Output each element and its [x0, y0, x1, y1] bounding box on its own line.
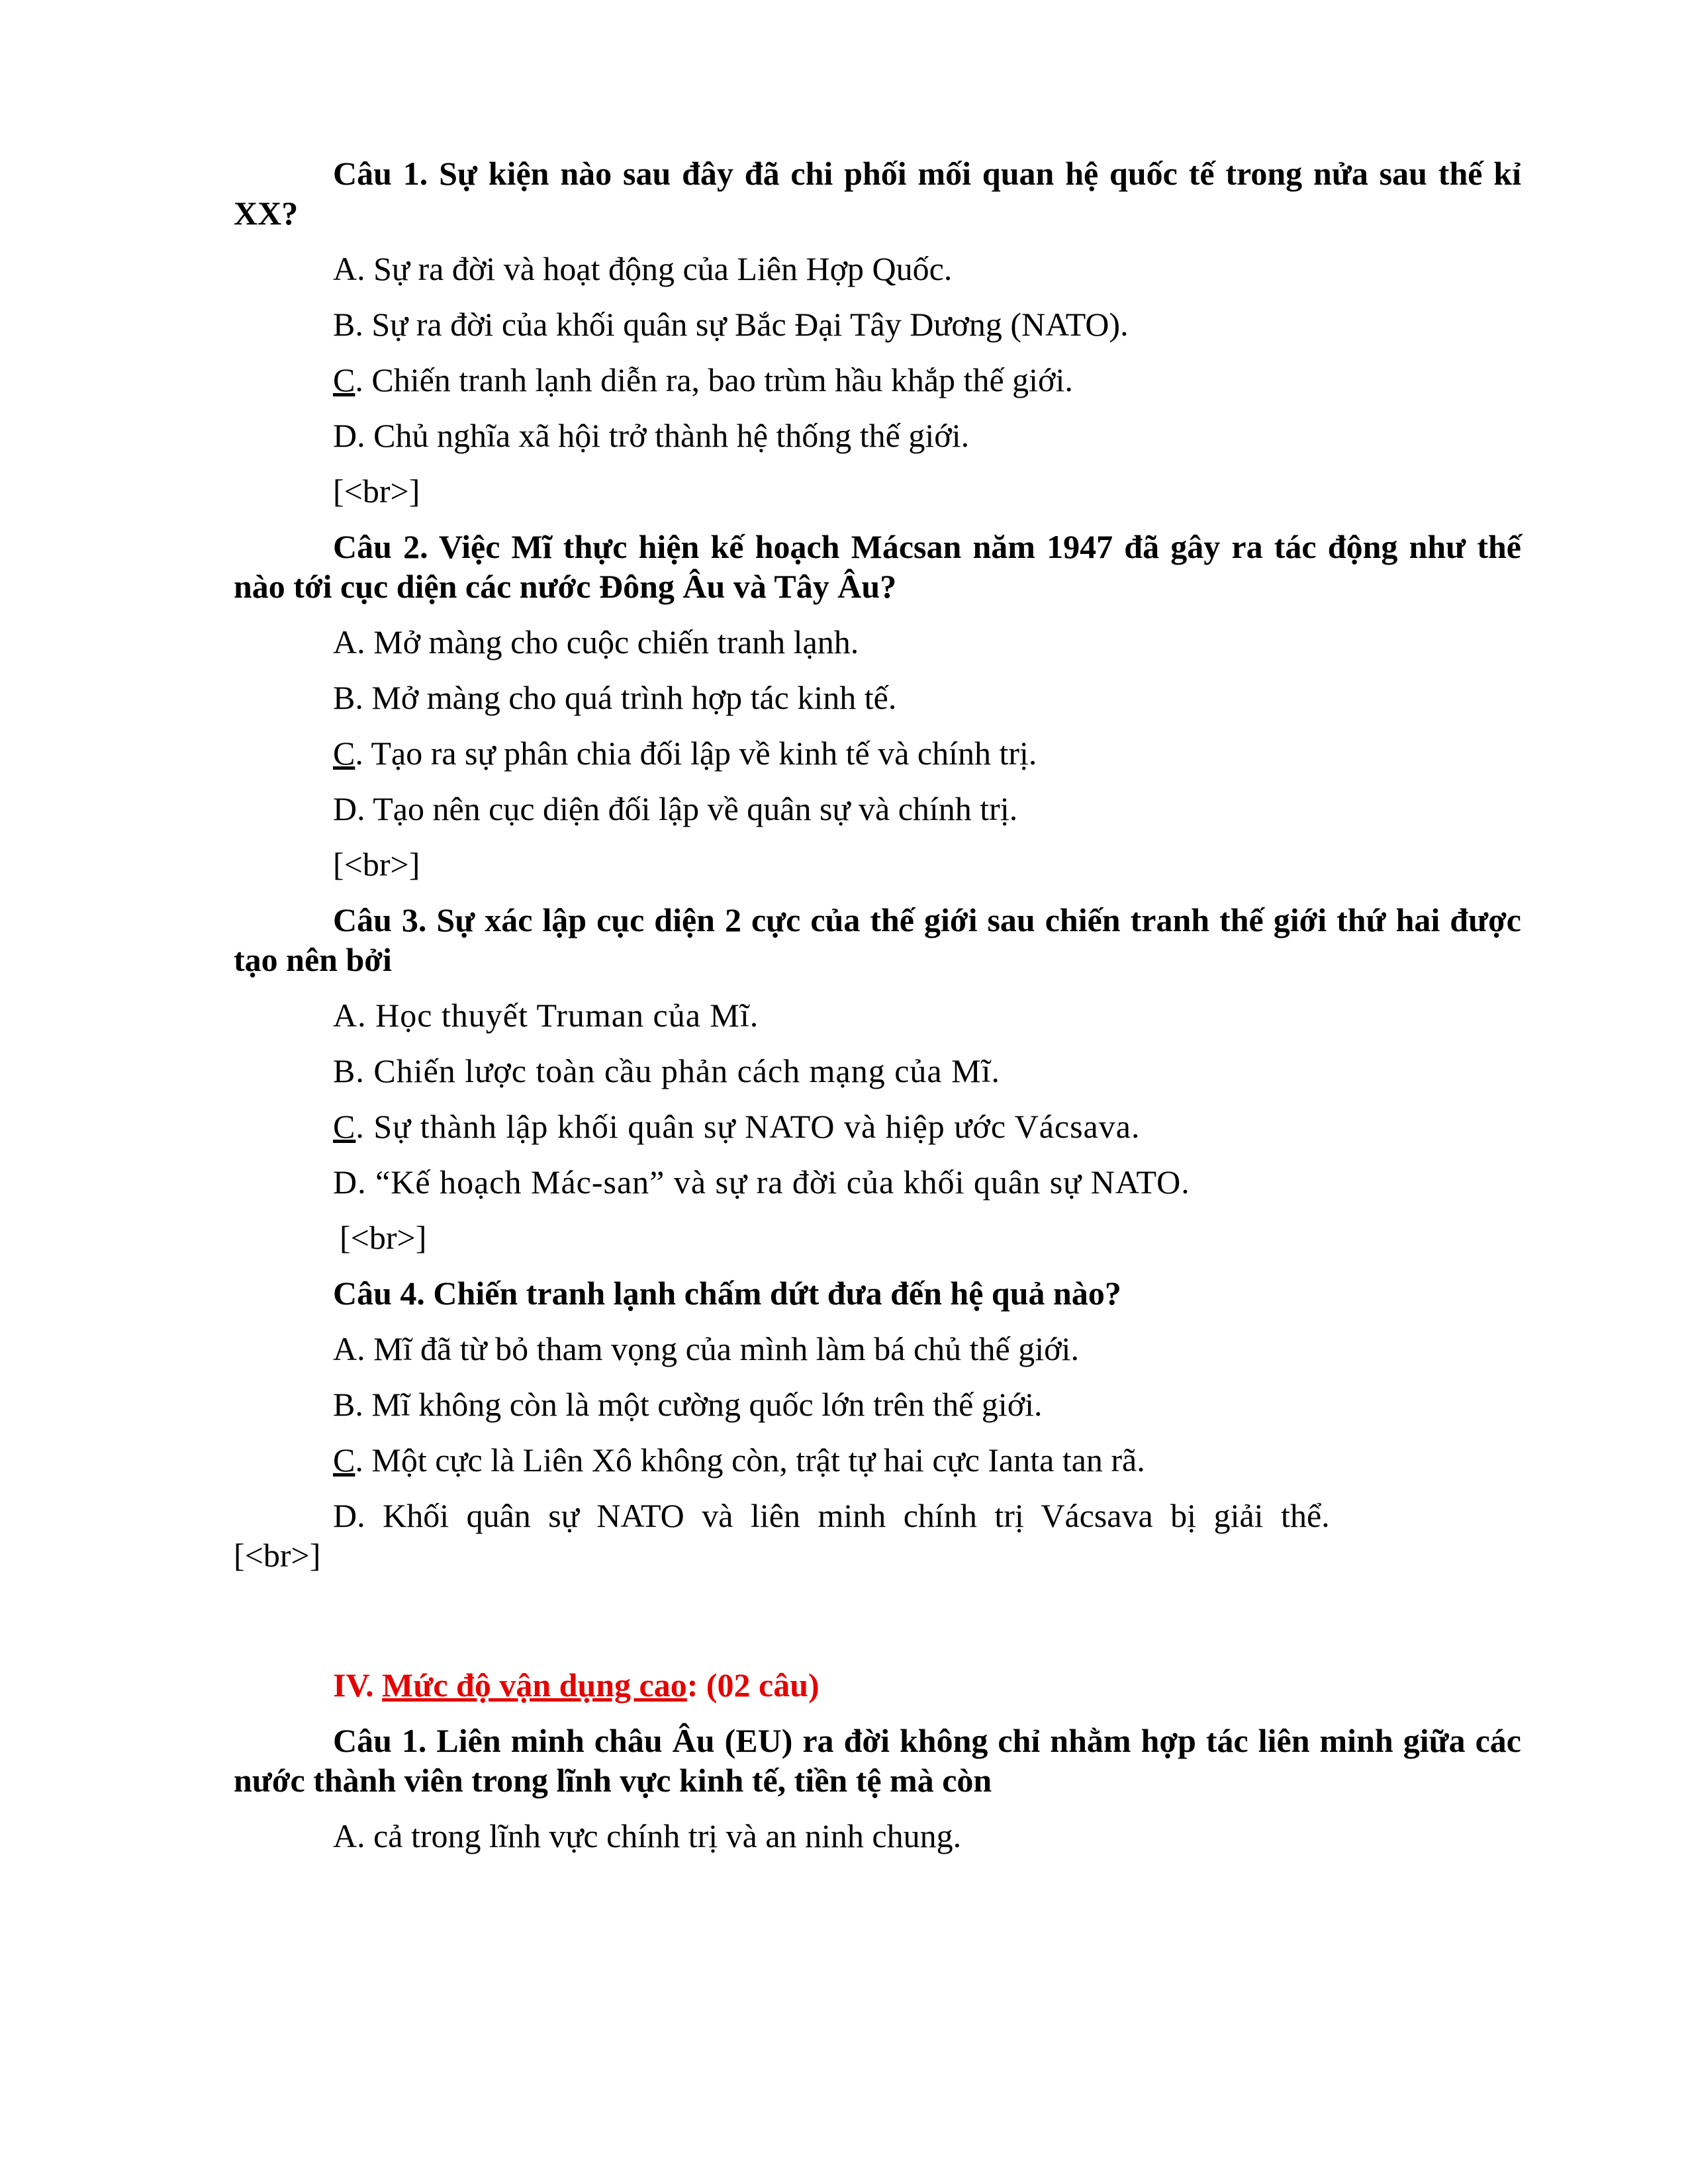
answer-option-a: A. Mĩ đã từ bỏ tham vọng của mình làm bá chủ thế giới. [333, 1330, 1079, 1367]
answer-option-a: A. Mở màng cho cuộc chiến tranh lạnh. [333, 623, 859, 660]
answer-option-b: B. Mở màng cho quá trình hợp tác kinh tế. [333, 679, 897, 716]
answer-text-c: . Sự thành lập khối quân sự NATO và hiệp ước Vácsava. [355, 1108, 1141, 1145]
answer-option-d: D. Chủ nghĩa xã hội trở thành hệ thống thế giới. [333, 417, 970, 454]
question-title: Câu 2. Việc Mĩ thực hiện kế hoạch Mácsan năm 1947 đã gây ra tác động như thế nào tới cục diện các nước Đông Âu và Tây Âu? [234, 528, 1521, 605]
document-content [234, 154, 1521, 1872]
break-marker: [<br>] [333, 846, 420, 883]
answer-option-c [234, 1107, 1521, 1146]
answer-option-a: A. Sự ra đời và hoạt động của Liên Hợp Quốc. [333, 250, 953, 287]
answer-option-a: A. Học thuyết Truman của Mĩ. [333, 997, 759, 1034]
answer-letter-c: C [333, 1108, 356, 1145]
question-title: Câu 1. Sự kiện nào sau đây đã chi phối mối quan hệ quốc tế trong nửa sau thế kỉ XX? [234, 155, 1521, 232]
answer-text-d: D. Khối quân sự NATO và liên minh chính trị Vácsava bị giải thể. [333, 1497, 1330, 1534]
section-suffix: : (02 câu) [686, 1666, 820, 1704]
break-marker: [<br>] [234, 1537, 321, 1574]
answer-text-c: . Một cực là Liên Xô không còn, trật tự hai cực Ianta tan rã. [355, 1441, 1145, 1479]
answer-option-d: D. Tạo nên cục diện đối lập về quân sự và chính trị. [333, 790, 1018, 827]
answer-option-a: A. cả trong lĩnh vực chính trị và an ninh chung. [333, 1817, 962, 1854]
answer-option-b: B. Mĩ không còn là một cường quốc lớn trên thế giới. [333, 1386, 1043, 1423]
answer-option-c [234, 733, 1521, 773]
answer-text-c: . Chiến tranh lạnh diễn ra, bao trùm hầu khắp thế giới. [355, 361, 1073, 398]
answer-text-c: . Tạo ra sự phân chia đối lập về kinh tế và chính trị. [355, 735, 1037, 772]
answer-option-c [234, 360, 1521, 400]
section-number: IV. [333, 1666, 383, 1704]
answer-option-b: B. Chiến lược toàn cầu phản cách mạng của Mĩ. [333, 1052, 1000, 1089]
break-marker: [<br>] [340, 1219, 427, 1256]
break-marker: [<br>] [333, 473, 420, 510]
answer-letter-c: C [333, 735, 355, 772]
answer-letter-c: C [333, 1441, 355, 1479]
question-title: Câu 1. Liên minh châu Âu (EU) ra đời không chỉ nhằm hợp tác liên minh giữa các nước thành viên trong lĩnh vực kinh tế, tiền tệ mà còn [234, 1722, 1521, 1799]
section-title: Mức độ vận dụng cao [382, 1666, 687, 1704]
answer-option-d [234, 1496, 1521, 1535]
question-title: Câu 3. Sự xác lập cục diện 2 cực của thế giới sau chiến tranh thế giới thứ hai được tạo nên bởi [234, 901, 1521, 978]
section-heading [234, 1665, 1521, 1705]
answer-option-d: D. “Kế hoạch Mác-san” và sự ra đời của khối quân sự NATO. [333, 1163, 1190, 1201]
answer-option-b: B. Sự ra đời của khối quân sự Bắc Đại Tây Dương (NATO). [333, 306, 1129, 343]
answer-letter-c: C [333, 361, 355, 398]
answer-option-c [234, 1440, 1521, 1480]
question-title: Câu 4. Chiến tranh lạnh chấm dứt đưa đến hệ quả nào? [333, 1275, 1121, 1312]
